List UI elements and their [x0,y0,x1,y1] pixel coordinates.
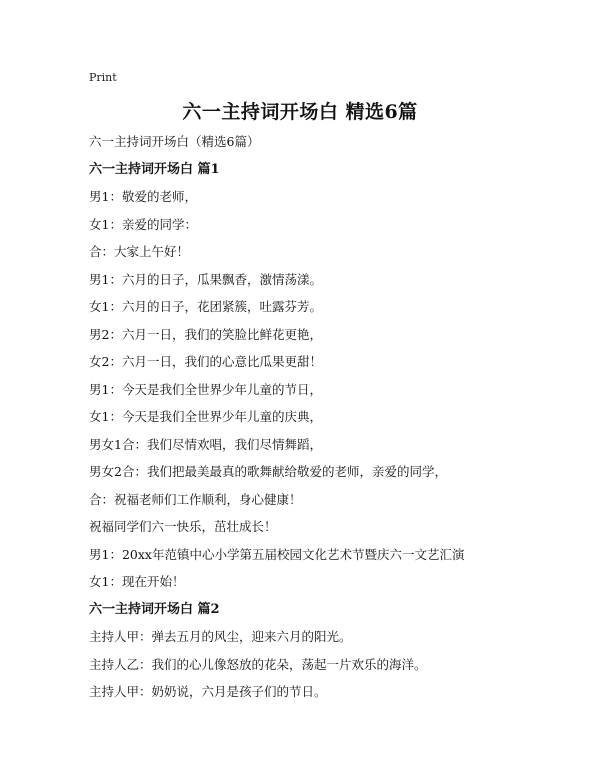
script-line: 主持人乙：我们的心儿像怒放的花朵，荡起一片欢乐的海洋。 [89,656,427,672]
script-line: 男女1合：我们尽情欢唱，我们尽情舞蹈， [89,436,322,452]
script-line: 男1：六月的日子，瓜果飘香，激情荡漾。 [89,271,322,287]
script-line: 祝福同学们六一快乐，茁壮成长！ [89,519,277,534]
script-line: 男女2合：我们把最美最真的歌舞献给敬爱的老师，亲爱的同学， [89,464,447,479]
script-line: 女1：今天是我们全世界少年儿童的庆典， [89,409,322,424]
script-line: 男1：20xx年范镇中心小学第五届校园文化艺术节暨庆六一文艺汇演 [89,546,465,562]
script-line: 男1：敬爱的老师， [89,189,197,204]
script-line: 女1：亲爱的同学： [89,216,197,232]
script-line: 合：祝福老师们工作顺利，身心健康！ [89,491,302,507]
script-line: 女1：现在开始！ [89,574,185,589]
script-line: 女1：六月的日子，花团紧簇，吐露芬芳。 [89,299,322,314]
page-title: 六一主持词开场白 精选6篇 [182,101,418,123]
script-line: 主持人甲：弹去五月的风尘，迎来六月的阳光。 [89,629,352,644]
section-heading-1: 六一主持词开场白 篇1 [89,161,220,177]
document-body [89,128,569,706]
script-line: 男1：今天是我们全世界少年儿童的节日， [89,381,322,397]
script-line: 男2：六月一日，我们的笑脸比鲜花更艳， [89,326,322,342]
script-line: 合：大家上午好！ [89,244,190,259]
print-label: Print [89,71,117,84]
document-subtitle: 六一主持词开场白（精选6篇） [89,134,260,149]
script-line: 女2：六月一日，我们的心意比瓜果更甜！ [89,354,322,369]
section-heading-2: 六一主持词开场白 篇2 [89,601,220,617]
script-line: 主持人甲：奶奶说，六月是孩子们的节日。 [89,684,327,699]
